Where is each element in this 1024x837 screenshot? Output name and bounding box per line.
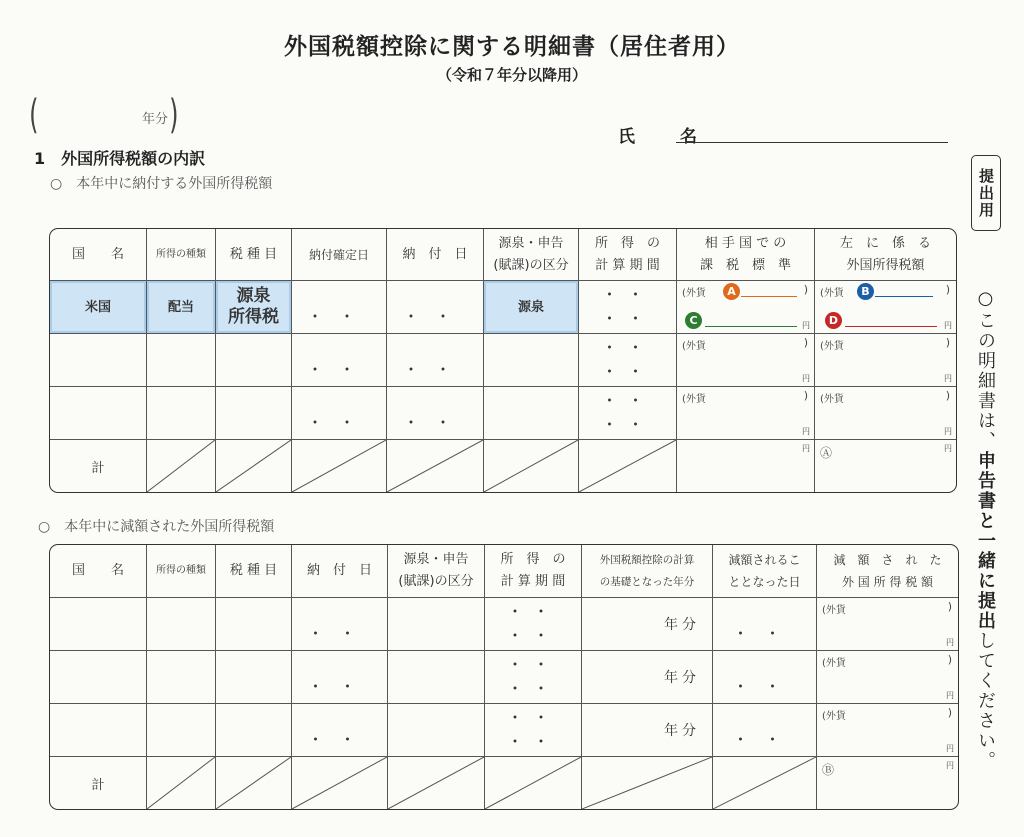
yen-unit: 円 (946, 761, 954, 770)
foreign-tax-cell[interactable] (815, 334, 956, 387)
tax-base-cell[interactable] (677, 334, 815, 387)
table2-header-row (50, 545, 958, 598)
income-type-cell[interactable] (147, 334, 216, 387)
close-paren: ) (945, 389, 950, 402)
reduce-date-cell[interactable] (713, 651, 817, 704)
period-dots-top: ・・ (506, 602, 559, 621)
close-paren: ) (803, 283, 808, 296)
period-cell[interactable] (579, 387, 677, 440)
pay-date-cell[interactable] (292, 598, 388, 651)
period-dots-bottom: ・・ (506, 626, 559, 645)
date-dots: ・・ (732, 624, 797, 643)
category-cell[interactable] (388, 598, 485, 651)
pay-date-cell[interactable] (387, 334, 484, 387)
table1-total-row (50, 440, 956, 492)
total-mark-b: Ⓑ (822, 763, 835, 777)
name-field[interactable] (618, 122, 711, 147)
yen-unit: 円 (802, 427, 810, 436)
period-cell[interactable] (579, 281, 677, 334)
table2-total-row (50, 757, 958, 809)
close-paren-mark: ) (169, 92, 179, 138)
yen-unit: 円 (944, 374, 952, 383)
yen-unit: 円 (944, 321, 952, 330)
income-type-cell[interactable] (147, 598, 216, 651)
close-paren: ) (945, 283, 950, 296)
table-row (50, 598, 958, 651)
period-cell[interactable] (485, 704, 582, 757)
t2-h-country: 国 名 (50, 545, 147, 598)
total-reduced-tax-cell[interactable] (817, 757, 958, 809)
total-label: 計 (50, 440, 147, 492)
section1-title: 1 外国所得税額の内訳 (34, 149, 206, 168)
country-cell[interactable] (50, 598, 147, 651)
period-dots-top: ・・ (601, 285, 654, 304)
year-field[interactable] (29, 92, 179, 141)
reduce-date-cell[interactable] (713, 704, 817, 757)
confirm-date-cell[interactable] (292, 387, 387, 440)
yen-unit: 円 (802, 374, 810, 383)
foreign-currency-label: (外貨 (822, 605, 846, 616)
table-row (50, 387, 956, 440)
marker-c-icon: C (685, 312, 702, 329)
tax-base-cell[interactable] (677, 281, 815, 334)
base-year-cell[interactable] (582, 598, 713, 651)
table-row (50, 704, 958, 757)
foreign-currency-label: (外貨 (682, 341, 706, 352)
diag-cell (713, 757, 817, 809)
date-dots: ・・ (307, 730, 372, 749)
t1-h-income-type: 所得の種類 (147, 229, 216, 281)
foreign-tax-paid-table (49, 228, 957, 493)
tax-item-cell[interactable]: 源泉 所得税 (216, 281, 292, 334)
foreign-currency-label: (外貨 (682, 288, 706, 299)
year-label: 年分 (141, 112, 168, 127)
submission-note (968, 288, 1002, 808)
category-cell[interactable] (484, 334, 579, 387)
t2-h-pay-date: 納 付 日 (292, 545, 388, 598)
t2-h-reduced-tax: 減 額 さ れ た 外 国 所 得 税 額 (817, 545, 958, 598)
submit-copy-label: 提出用 (971, 155, 1001, 231)
diag-cell (292, 440, 387, 492)
foreign-tax-cell[interactable] (815, 387, 956, 440)
yen-unit: 円 (944, 444, 952, 453)
sub2-title: ○ 本年中に減額された外国所得税額 (38, 519, 275, 535)
tax-item-cell[interactable] (216, 387, 292, 440)
note-text-2: してください。 (975, 631, 996, 771)
base-year-cell[interactable] (582, 704, 713, 757)
t1-h-category: 源泉・申告 (賦課)の区分 (484, 229, 579, 281)
period-cell[interactable] (485, 598, 582, 651)
tax-item-cell[interactable] (216, 598, 292, 651)
foreign-tax-reduced-table (49, 544, 959, 810)
income-type-cell[interactable] (147, 387, 216, 440)
date-dots: ・・ (306, 360, 371, 379)
period-cell[interactable] (485, 651, 582, 704)
diag-cell (292, 757, 388, 809)
open-paren-mark: ( (29, 92, 39, 138)
form-title: 外国税額控除に関する明細書（居住者用） (284, 34, 740, 60)
country-cell[interactable] (50, 387, 147, 440)
diag-cell (216, 440, 292, 492)
country-cell[interactable]: 米国 (50, 281, 147, 334)
close-paren: ) (803, 389, 808, 402)
marker-c-line (705, 326, 797, 327)
period-dots-bottom: ・・ (506, 732, 559, 751)
date-dots: ・・ (307, 677, 372, 696)
total-mark-a: Ⓐ (820, 446, 833, 460)
t2-h-income-type: 所得の種類 (147, 545, 216, 598)
diag-cell (485, 757, 582, 809)
marker-a-icon: A (723, 283, 740, 300)
pay-date-cell[interactable] (292, 704, 388, 757)
t2-h-base-year: 外国税額控除の計算 の基礎となった年分 (582, 545, 713, 598)
category-cell[interactable] (484, 387, 579, 440)
form-subtitle: （令和７年分以降用） (436, 66, 587, 84)
foreign-currency-label: (外貨 (822, 658, 846, 669)
date-dots: ・・ (732, 677, 797, 696)
diag-cell (582, 757, 713, 809)
date-dots: ・・ (402, 413, 467, 432)
date-dots: ・・ (307, 624, 372, 643)
close-paren: ) (947, 600, 952, 613)
t1-h-country: 国 名 (50, 229, 147, 281)
sub1-title: ○ 本年中に納付する外国所得税額 (50, 176, 273, 192)
reduced-tax-cell[interactable] (817, 651, 958, 704)
marker-a-line (741, 296, 797, 297)
total-tax-base-cell[interactable] (677, 440, 815, 492)
income-type-cell[interactable]: 配当 (147, 281, 216, 334)
date-dots: ・・ (402, 360, 467, 379)
country-cell[interactable] (50, 334, 147, 387)
t1-h-tax-item: 税 種 目 (216, 229, 292, 281)
name-label: 氏 名 (618, 127, 711, 147)
t1-h-tax-base: 相 手 国 で の 課 税 標 準 (677, 229, 815, 281)
reduced-tax-cell[interactable] (817, 598, 958, 651)
marker-b-icon: B (857, 283, 874, 300)
income-type-cell[interactable] (147, 651, 216, 704)
period-dots-bottom: ・・ (601, 362, 654, 381)
close-paren: ) (947, 706, 952, 719)
tax-item-cell[interactable] (216, 334, 292, 387)
yen-unit: 円 (802, 444, 810, 453)
foreign-tax-cell[interactable] (815, 281, 956, 334)
t1-h-foreign-tax: 左 に 係 る 外国所得税額 (815, 229, 956, 281)
t2-h-category: 源泉・申告 (賦課)の区分 (388, 545, 485, 598)
reduce-date-cell[interactable] (713, 598, 817, 651)
table-row (50, 334, 956, 387)
diag-cell (579, 440, 677, 492)
period-dots-top: ・・ (601, 338, 654, 357)
foreign-currency-label: (外貨 (820, 394, 844, 405)
income-type-cell[interactable] (147, 704, 216, 757)
date-dots: ・・ (306, 307, 371, 326)
tax-item-cell[interactable] (216, 704, 292, 757)
pay-date-cell[interactable] (387, 387, 484, 440)
foreign-currency-label: (外貨 (820, 341, 844, 352)
table-row (50, 651, 958, 704)
note-text-1: ○この明細書は、 (975, 288, 996, 451)
close-paren: ) (803, 336, 808, 349)
diag-cell (147, 440, 216, 492)
yen-unit: 円 (946, 691, 954, 700)
t2-h-tax-item: 税 種 目 (216, 545, 292, 598)
close-paren: ) (947, 653, 952, 666)
diag-cell (147, 757, 216, 809)
marker-d-line (845, 326, 937, 327)
period-dots-top: ・・ (506, 708, 559, 727)
diag-cell (484, 440, 579, 492)
period-dots-bottom: ・・ (601, 415, 654, 434)
t1-h-pay-date: 納 付 日 (387, 229, 484, 281)
period-dots-top: ・・ (601, 391, 654, 410)
country-cell[interactable] (50, 651, 147, 704)
pay-date-cell[interactable] (387, 281, 484, 334)
period-dots-top: ・・ (506, 655, 559, 674)
t2-h-reduce-date: 減額されるこ ととなった日 (713, 545, 817, 598)
year-unit: 年分 (664, 617, 700, 633)
foreign-currency-label: (外貨 (682, 394, 706, 405)
country-cell[interactable] (50, 704, 147, 757)
category-cell[interactable]: 源泉 (484, 281, 579, 334)
yen-unit: 円 (946, 638, 954, 647)
pay-date-cell[interactable] (292, 651, 388, 704)
confirm-date-cell[interactable] (292, 281, 387, 334)
year-unit: 年分 (664, 670, 700, 686)
diag-cell (387, 440, 484, 492)
reduced-tax-cell[interactable] (817, 704, 958, 757)
period-dots-bottom: ・・ (601, 309, 654, 328)
tax-base-cell[interactable] (677, 387, 815, 440)
note-text-bold: 申告書と一緒に提出 (975, 451, 996, 631)
foreign-currency-label: (外貨 (820, 288, 844, 299)
date-dots: ・・ (402, 307, 467, 326)
yen-unit: 円 (946, 744, 954, 753)
total-foreign-tax-cell[interactable] (815, 440, 956, 492)
name-underline (676, 142, 948, 143)
close-paren: ) (945, 336, 950, 349)
marker-d-icon: D (825, 312, 842, 329)
category-cell[interactable] (388, 704, 485, 757)
t1-h-period: 所 得 の 計 算 期 間 (579, 229, 677, 281)
foreign-currency-label: (外貨 (822, 711, 846, 722)
yen-unit: 円 (802, 321, 810, 330)
period-dots-bottom: ・・ (506, 679, 559, 698)
marker-b-line (875, 296, 933, 297)
t1-h-confirm-date: 納付確定日 (292, 229, 387, 281)
tax-item-cell[interactable] (216, 651, 292, 704)
diag-cell (388, 757, 485, 809)
t2-h-period: 所 得 の 計 算 期 間 (485, 545, 582, 598)
yen-unit: 円 (944, 427, 952, 436)
category-cell[interactable] (388, 651, 485, 704)
total-label: 計 (50, 757, 147, 809)
date-dots: ・・ (306, 413, 371, 432)
table-row (50, 281, 956, 334)
period-cell[interactable] (579, 334, 677, 387)
date-dots: ・・ (732, 730, 797, 749)
year-unit: 年分 (664, 723, 700, 739)
confirm-date-cell[interactable] (292, 334, 387, 387)
base-year-cell[interactable] (582, 651, 713, 704)
table1-header-row (50, 229, 956, 281)
diag-cell (216, 757, 292, 809)
